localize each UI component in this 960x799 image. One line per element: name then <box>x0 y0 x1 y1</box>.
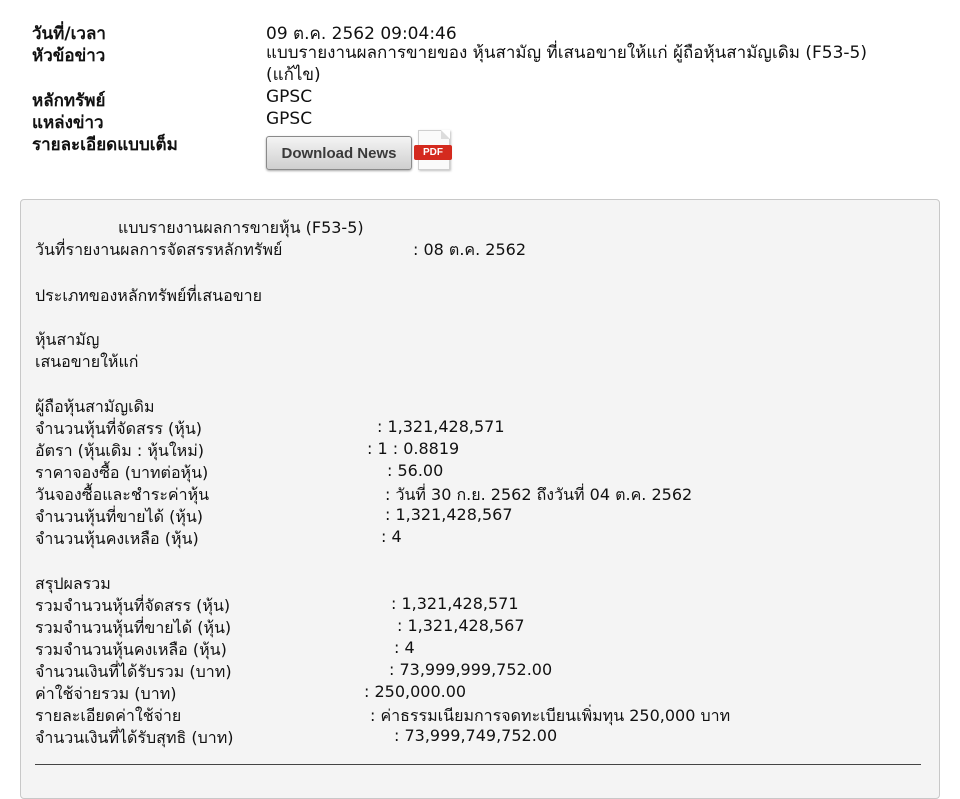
security-value: GPSC <box>266 87 313 107</box>
summary-row-value: : 1,321,428,571 <box>391 594 519 613</box>
headline-label: หัวข้อข่าว <box>32 46 106 66</box>
row-label: จำนวนหุ้นที่จัดสรร (หุ้น) <box>35 419 203 438</box>
divider-line <box>35 764 921 765</box>
security-label: หลักทรัพย์ <box>32 91 106 111</box>
summary-row-label: รวมจำนวนหุ้นที่ขายได้ (หุ้น) <box>35 618 232 637</box>
report-title: แบบรายงานผลการขายหุ้น (F53-5) <box>118 218 364 237</box>
security-type-value: หุ้นสามัญ <box>35 330 100 349</box>
summary-row-label: รวมจำนวนหุ้นคงเหลือ (หุ้น) <box>35 640 227 659</box>
summary-row-label: ค่าใช้จ่ายรวม (บาท) <box>35 684 177 703</box>
offered-to-label: เสนอขายให้แก่ <box>35 352 139 371</box>
row-value: : 1 : 0.8819 <box>367 439 460 458</box>
offered-to-value: ผู้ถือหุ้นสามัญเดิม <box>35 397 155 416</box>
row-value: : 56.00 <box>387 461 444 480</box>
security-type-label: ประเภทของหลักทรัพย์ที่เสนอขาย <box>35 286 262 305</box>
download-news-button[interactable]: Download News <box>266 136 412 170</box>
row-value: : วันที่ 30 ก.ย. 2562 ถึงวันที่ 04 ต.ค. 2562 <box>385 485 693 504</box>
pdf-fold <box>441 130 450 139</box>
allocation-date-value: : 08 ต.ค. 2562 <box>413 240 526 259</box>
summary-row-value: : 1,321,428,567 <box>397 616 525 635</box>
summary-row-label: รวมจำนวนหุ้นที่จัดสรร (หุ้น) <box>35 596 231 615</box>
row-value: : 1,321,428,567 <box>385 505 513 524</box>
pdf-badge: PDF <box>414 145 452 160</box>
original-detail-label: รายละเอียดแบบเต็ม <box>32 135 178 155</box>
source-label: แหล่งข่าว <box>32 113 104 133</box>
pdf-icon[interactable] <box>414 130 454 168</box>
summary-label: สรุปผลรวม <box>35 574 111 593</box>
row-value: : 4 <box>381 527 402 546</box>
summary-row-label: จำนวนเงินที่ได้รับสุทธิ (บาท) <box>35 728 234 747</box>
summary-row-label: จำนวนเงินที่ได้รับรวม (บาท) <box>35 662 232 681</box>
row-label: จำนวนหุ้นที่ขายได้ (หุ้น) <box>35 507 204 526</box>
row-label: จำนวนหุ้นคงเหลือ (หุ้น) <box>35 529 199 548</box>
headline-value: แบบรายงานผลการขายของ หุ้นสามัญ ที่เสนอขายให้แก่ ผู้ถือหุ้นสามัญเดิม (F53-5) (แก้ไข) <box>266 43 868 85</box>
summary-row-value: : 73,999,999,752.00 <box>389 660 553 679</box>
summary-row-value: : 4 <box>394 638 415 657</box>
summary-row-value: : 73,999,749,752.00 <box>394 726 558 745</box>
summary-row-value: : ค่าธรรมเนียมการจดทะเบียนเพิ่มทุน 250,000 บาท <box>370 706 731 725</box>
row-label: อัตรา (หุ้นเดิม : หุ้นใหม่) <box>35 441 204 460</box>
allocation-date-label: วันที่รายงานผลการจัดสรรหลักทรัพย์ <box>35 240 283 259</box>
row-label: ราคาจองซื้อ (บาทต่อหุ้น) <box>35 463 209 482</box>
datetime-value: 09 ต.ค. 2562 09:04:46 <box>266 24 457 44</box>
datetime-label: วันที่/เวลา <box>32 24 106 44</box>
summary-row-value: : 250,000.00 <box>364 682 467 701</box>
row-value: : 1,321,428,571 <box>377 417 505 436</box>
source-value: GPSC <box>266 109 313 129</box>
row-label: วันจองซื้อและชำระค่าหุ้น <box>35 485 210 504</box>
summary-row-label: รายละเอียดค่าใช้จ่าย <box>35 706 182 725</box>
